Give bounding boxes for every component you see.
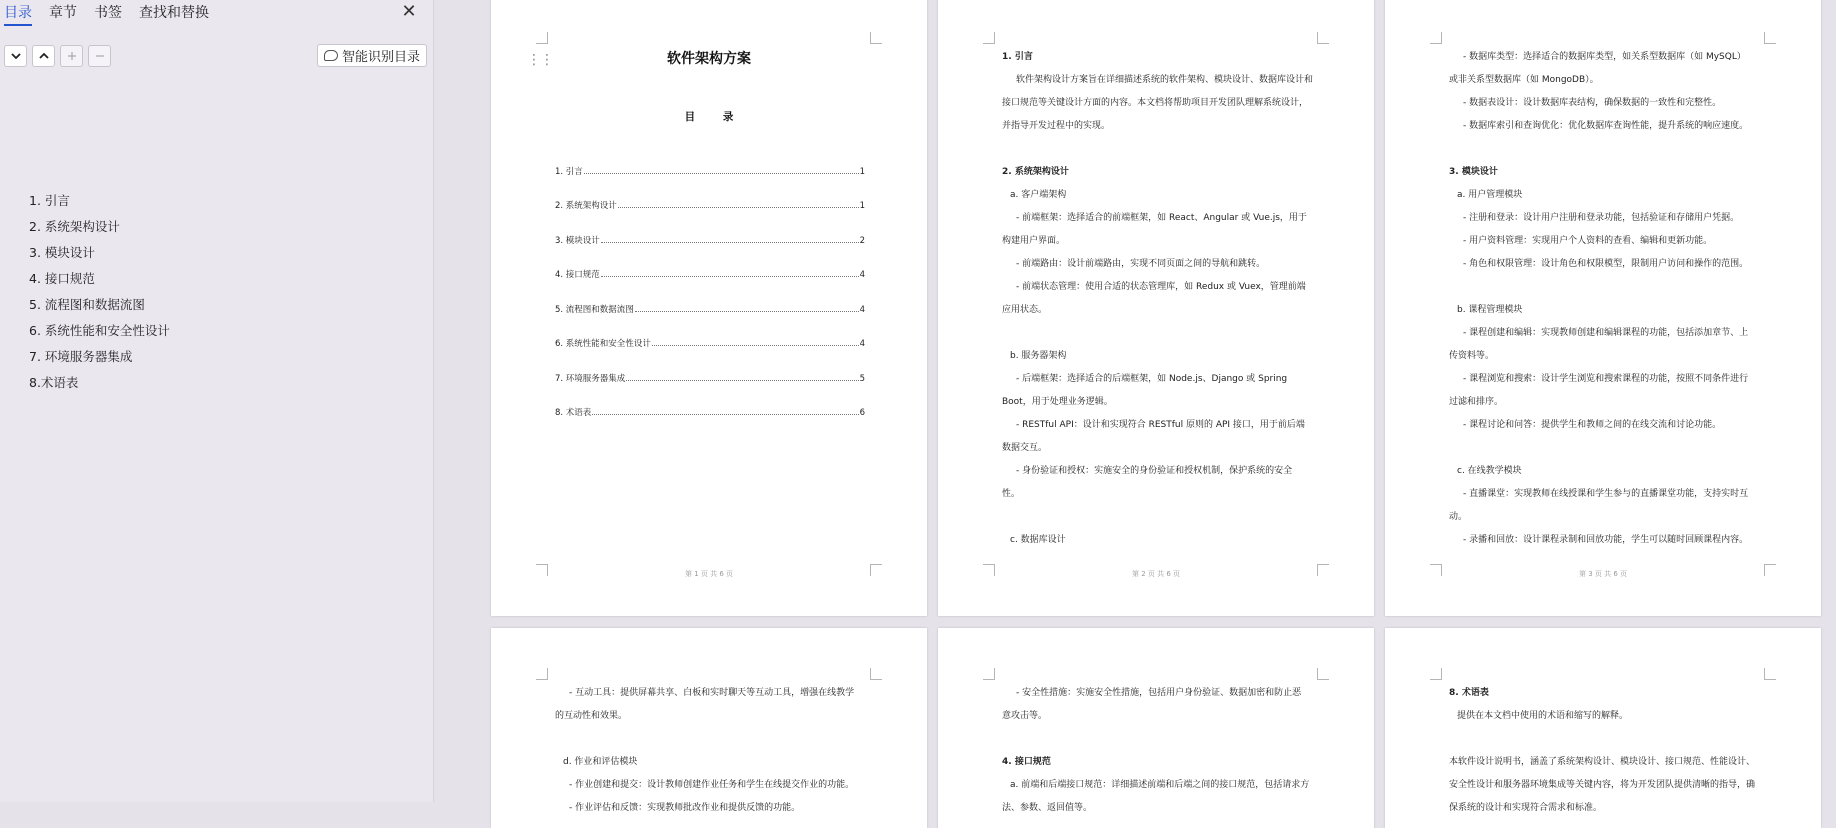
section-heading: 8. 术语表: [1449, 688, 1489, 698]
text-line: 并指导开发过程中的实现。: [1002, 121, 1111, 131]
drag-handle-icon[interactable]: ⋮⋮: [527, 52, 553, 68]
chevron-up-icon: [39, 52, 49, 60]
section-heading: 1. 引言: [1002, 52, 1033, 62]
blank-line: [1449, 437, 1759, 460]
text-line: c. 数据库设计: [1010, 535, 1066, 545]
smart-toc-label: 智能识别目录: [342, 50, 421, 65]
document-toc: [555, 142, 865, 418]
text-line: a. 用户管理模块: [1457, 190, 1523, 200]
toc-entry-page: 4: [859, 339, 865, 349]
document-page-1[interactable]: [491, 0, 927, 616]
text-line: d. 作业和评估模块: [563, 757, 638, 767]
chevron-down-icon: [11, 52, 21, 60]
toc-entry-label: 7. 环境服务器集成: [555, 373, 626, 384]
text-line: b. 课程管理模块: [1457, 305, 1523, 315]
page-body: [555, 682, 865, 820]
text-line: - 数据库索引和查询优化：优化数据库查询性能，提升系统的响应速度。: [1463, 121, 1749, 131]
toc-leader-dots: [601, 242, 859, 243]
toc-leader-dots: [592, 414, 858, 415]
document-toc-entry[interactable]: [555, 349, 865, 384]
toc-item[interactable]: 2. 系统架构设计: [29, 219, 120, 234]
text-line: 法、参数、返回值等。: [1002, 803, 1093, 813]
document-page-2[interactable]: [938, 0, 1374, 616]
blank-line: [1002, 322, 1312, 345]
toc-leader-dots: [626, 380, 858, 381]
text-line: - 前端框架：选择适合的前端框架，如 React、Angular 或 Vue.js，用于: [1016, 213, 1307, 223]
text-line: - 身份验证和授权：实施安全的身份验证和授权机制，保护系统的安全: [1016, 466, 1293, 476]
text-line: - 直播课堂：实现教师在线授课和学生参与的直播课堂功能，支持实时互: [1463, 489, 1749, 499]
toc-entry-label: 3. 模块设计: [555, 235, 600, 246]
section-heading: 2. 系统架构设计: [1002, 167, 1069, 177]
blank-line: [1449, 728, 1759, 751]
toc-entry-page: 1: [859, 201, 865, 211]
text-line: - 前端路由：设计前端路由，实现不同页面之间的导航和跳转。: [1016, 259, 1266, 269]
text-line: - 前端状态管理：使用合适的状态管理库，如 Redux 或 Vuex，管理前端: [1016, 282, 1306, 292]
smart-toc-button[interactable]: [317, 44, 427, 67]
blank-line: [555, 728, 865, 751]
section-heading: 4. 接口规范: [1002, 757, 1051, 767]
text-line: 应用状态。: [1002, 305, 1048, 315]
toc-entry-page: 5: [859, 373, 865, 384]
minus-icon: [95, 51, 105, 61]
toc-entry-label: 1. 引言: [555, 166, 583, 177]
blank-line: [1002, 138, 1312, 161]
remove-heading-button[interactable]: [88, 45, 111, 67]
add-heading-button[interactable]: [60, 45, 83, 67]
toc-leader-dots: [635, 311, 859, 312]
document-toc-entry[interactable]: [555, 211, 865, 246]
text-line: 数据交互。: [1002, 443, 1048, 453]
toc-leader-dots: [601, 276, 859, 277]
text-line: 传资料等。: [1449, 351, 1495, 361]
toc-leader-dots: [618, 207, 859, 208]
document-title: 软件架构方案: [667, 51, 751, 67]
navigation-panel: [0, 0, 434, 802]
document-toc-entry[interactable]: [555, 177, 865, 212]
ai-chat-icon: [324, 50, 338, 61]
toc-entry-label: 5. 流程图和数据流图: [555, 304, 634, 315]
blank-line: [1449, 276, 1759, 299]
toc-item[interactable]: 1. 引言: [29, 193, 70, 208]
page-body: [1002, 46, 1312, 552]
document-toc-entry[interactable]: [555, 315, 865, 350]
page-footer: 第 3 页 共 6 页: [1578, 570, 1628, 578]
toc-entry-page: 1: [859, 166, 865, 177]
blank-line: [1002, 728, 1312, 751]
section-heading: 3. 模块设计: [1449, 167, 1498, 177]
document-toc-entry[interactable]: [555, 280, 865, 315]
plus-icon: [67, 51, 77, 61]
document-page-3[interactable]: [1385, 0, 1821, 616]
nav-tabs: [4, 2, 226, 26]
toc-entry-page: 4: [859, 270, 865, 280]
text-line: - 课程浏览和搜索：设计学生浏览和搜索课程的功能，按照不同条件进行: [1463, 374, 1749, 384]
toc-entry-page: 4: [859, 304, 865, 315]
text-line: - 作业创建和提交：设计教师创建作业任务和学生在线提交作业的功能。: [569, 780, 855, 790]
text-line: - 注册和登录：设计用户注册和登录功能，包括验证和存储用户凭据。: [1463, 213, 1740, 223]
page-body: [1449, 682, 1759, 820]
text-line: - 数据库类型：选择适合的数据库类型，如关系型数据库（如 MySQL）: [1463, 52, 1746, 62]
toc-heading: 目 录: [684, 111, 746, 123]
text-line: c. 在线教学模块: [1457, 466, 1522, 476]
text-line: 动。: [1449, 512, 1468, 522]
tab-chapters[interactable]: 章节: [49, 5, 77, 21]
text-line: - 课程创建和编辑：实现教师创建和编辑课程的功能，包括添加章节、上: [1463, 328, 1749, 338]
tab-bookmarks[interactable]: 书签: [94, 5, 122, 21]
text-line: 过滤和排序。: [1449, 397, 1504, 407]
document-page-5[interactable]: [938, 628, 1374, 828]
toc-entry-page: 2: [859, 235, 865, 246]
text-line: 软件架构设计方案旨在详细描述系统的软件架构、模块设计、数据库设计和: [1016, 75, 1314, 85]
expand-button[interactable]: [32, 45, 55, 67]
text-line: a. 前端和后端接口规范：详细描述前端和后端之间的接口规范，包括请求方: [1010, 780, 1310, 790]
text-line: - 作业评估和反馈：实现教师批改作业和提供反馈的功能。: [569, 803, 801, 813]
page-footer: 第 1 页 共 6 页: [684, 570, 734, 578]
text-line: - 课程讨论和问答：提供学生和教师之间的在线交流和讨论功能。: [1463, 420, 1722, 430]
close-icon[interactable]: ✕: [401, 1, 417, 22]
tab-find-replace[interactable]: 查找和替换: [139, 5, 209, 21]
document-toc-entry[interactable]: [555, 246, 865, 281]
page-body: [1449, 46, 1759, 552]
text-line: - 互动工具：提供屏幕共享、白板和实时聊天等互动工具，增强在线教学: [569, 688, 855, 698]
text-line: - RESTful API：设计和实现符合 RESTful 原则的 API 接口，用于前后端: [1016, 420, 1305, 430]
collapse-button[interactable]: [4, 45, 27, 67]
tab-toc[interactable]: 目录: [4, 2, 32, 26]
toc-entry-label: 6. 系统性能和安全性设计: [555, 339, 651, 349]
text-line: 的互动性和效果。: [555, 711, 628, 721]
page-footer: 第 2 页 共 6 页: [1131, 570, 1181, 578]
toc-entry-label: 4. 接口规范: [555, 270, 600, 280]
document-toc-entry[interactable]: [555, 384, 865, 419]
text-line: a. 客户端架构: [1010, 190, 1067, 200]
toc-entry-page: 6: [859, 408, 865, 418]
toc-item[interactable]: 8.术语表: [29, 375, 79, 390]
text-line: 构建用户界面。: [1002, 236, 1066, 246]
text-line: - 安全性措施：实施安全性措施，包括用户身份验证、数据加密和防止恶: [1016, 688, 1302, 698]
toc-toolbar: [4, 45, 116, 67]
toc-item[interactable]: 5. 流程图和数据流图: [29, 297, 145, 312]
toc-item[interactable]: 7. 环境服务器集成: [29, 349, 133, 364]
toc-item[interactable]: 3. 模块设计: [29, 245, 95, 260]
text-line: 接口规范等关键设计方面的内容。本文档将帮助项目开发团队理解系统设计，: [1002, 98, 1309, 108]
text-line: 提供在本文档中使用的术语和缩写的解释。: [1457, 711, 1629, 721]
toc-leader-dots: [652, 345, 859, 346]
toc-list: [29, 192, 170, 400]
text-line: - 后端框架：选择适合的后端框架，如 Node.js、Django 或 Spring: [1016, 374, 1288, 384]
text-line: 本软件设计说明书，涵盖了系统架构设计、模块设计、接口规范、性能设计、: [1449, 757, 1756, 767]
toc-item[interactable]: 6. 系统性能和安全性设计: [29, 323, 170, 338]
text-line: - 角色和权限管理：设计角色和权限模型，限制用户访问和操作的范围。: [1463, 259, 1749, 269]
page-body: [1002, 682, 1312, 820]
document-page-6[interactable]: [1385, 628, 1821, 828]
toc-entry-label: 8. 术语表: [555, 408, 592, 418]
text-line: - 数据表设计：设计数据库表结构，确保数据的一致性和完整性。: [1463, 98, 1722, 108]
document-canvas[interactable]: [435, 0, 1836, 813]
text-line: - 用户资料管理：实现用户个人资料的查看、编辑和更新功能。: [1463, 236, 1713, 246]
text-line: 安全性设计和服务器环境集成等关键内容，将为开发团队提供清晰的指导，确: [1449, 780, 1756, 790]
text-line: b. 服务器架构: [1010, 351, 1067, 361]
toc-leader-dots: [584, 173, 859, 174]
text-line: 性。: [1002, 489, 1021, 499]
text-line: Boot，用于处理业务逻辑。: [1002, 397, 1113, 407]
text-line: - 录播和回放：设计课程录制和回放功能，学生可以随时回顾课程内容。: [1463, 535, 1749, 545]
document-page-4[interactable]: [491, 628, 927, 828]
toc-entry-label: 2. 系统架构设计: [555, 201, 617, 211]
document-toc-entry[interactable]: [555, 142, 865, 177]
text-line: 或非关系型数据库（如 MongoDB）。: [1449, 75, 1599, 85]
blank-line: [1449, 138, 1759, 161]
text-line: 意攻击等。: [1002, 711, 1048, 721]
toc-item[interactable]: 4. 接口规范: [29, 271, 95, 286]
blank-line: [1002, 506, 1312, 529]
text-line: 保系统的设计和实现符合需求和标准。: [1449, 803, 1603, 813]
